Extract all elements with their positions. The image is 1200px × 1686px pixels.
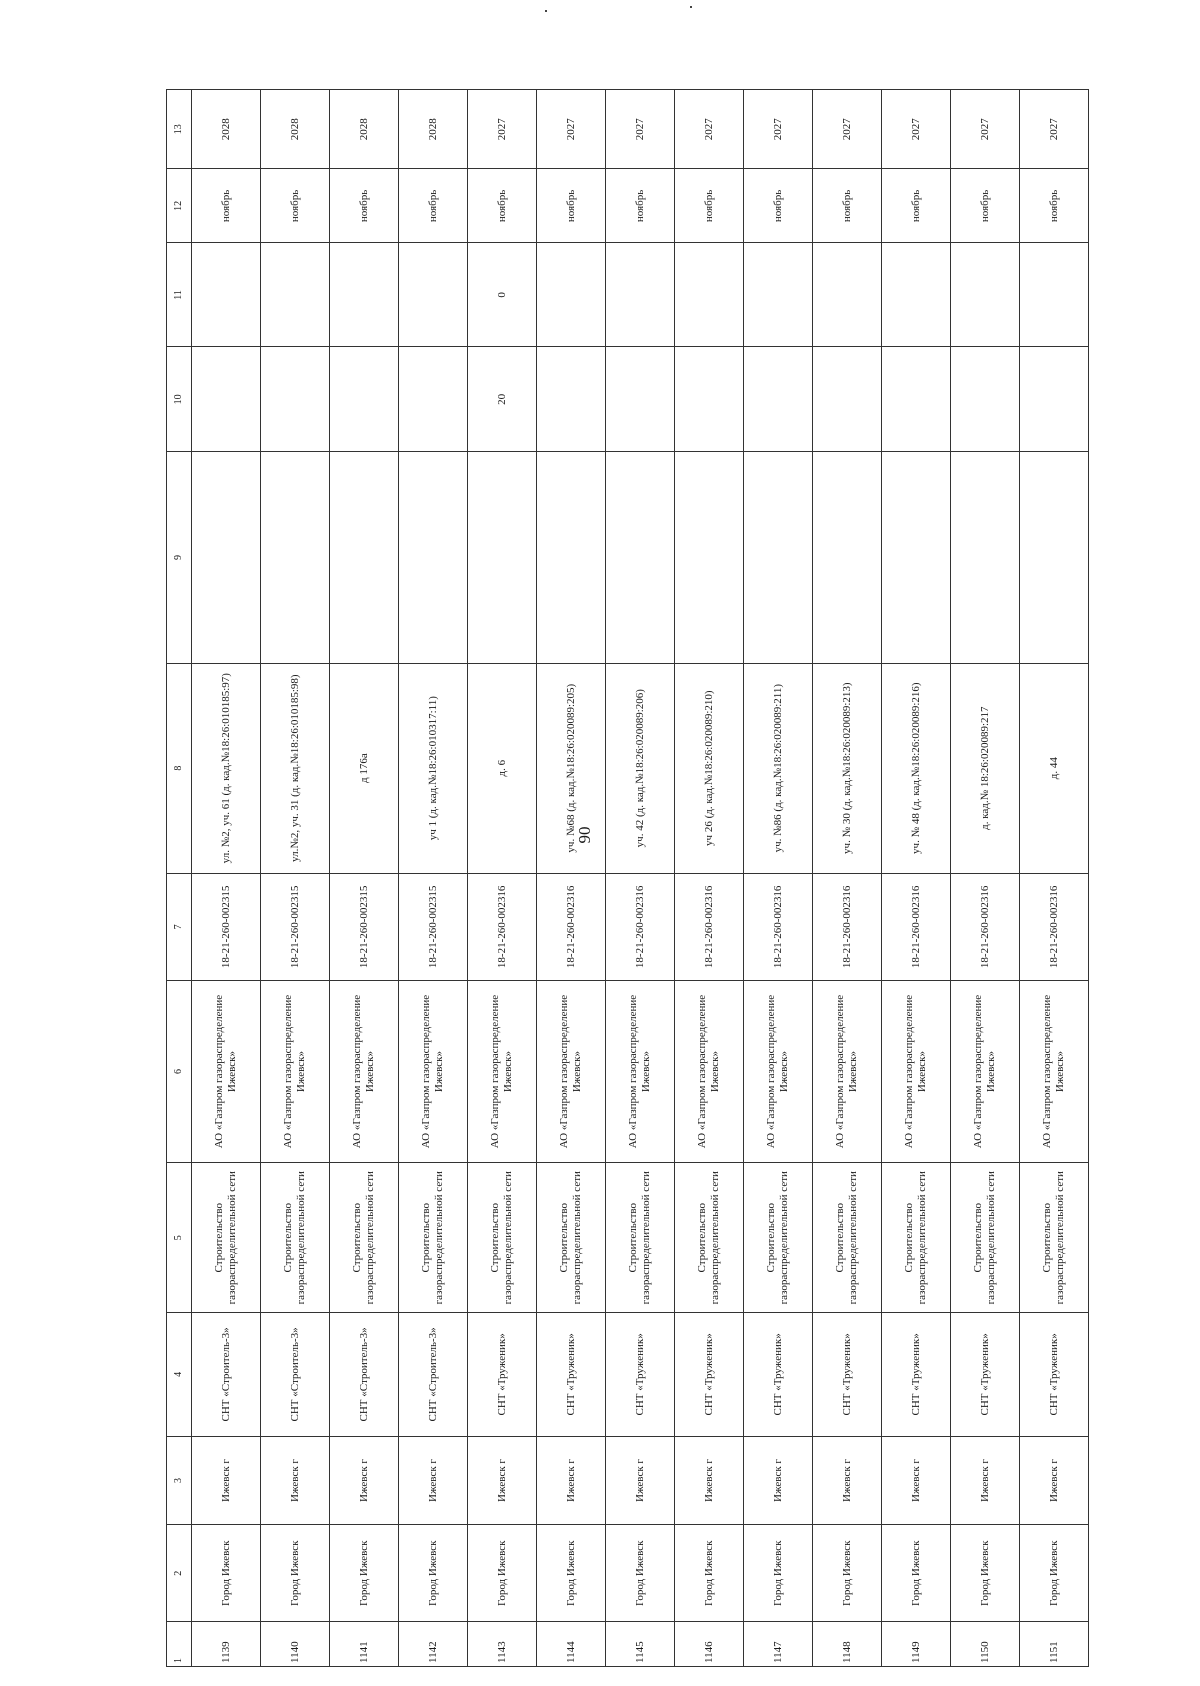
- table-row: [537, 90, 606, 1667]
- address-cell: д. кад.№ 18:26:020089:217: [951, 663, 1020, 873]
- program-number-cell: 18-21-260-002315: [399, 873, 468, 980]
- locality-cell: Ижевск г: [399, 1436, 468, 1525]
- locality-cell: Ижевск г: [330, 1436, 399, 1525]
- column-number: 8: [167, 663, 192, 873]
- municipality-cell: Город Ижевск: [951, 1525, 1020, 1621]
- organization-cell: АО «Газпром газораспределение Ижевск»: [675, 980, 744, 1162]
- locality-cell: Ижевск г: [468, 1436, 537, 1525]
- snt-name-cell: СНТ «Труженик»: [1020, 1313, 1089, 1436]
- program-number-cell: 18-21-260-002316: [813, 873, 882, 980]
- year-cell: 2027: [1020, 90, 1089, 169]
- program-number-cell: 18-21-260-002315: [192, 873, 261, 980]
- cell-col10-cell: 20: [468, 347, 537, 452]
- table-row: [813, 90, 882, 1667]
- cell-col9-cell: [951, 452, 1020, 663]
- work-type-cell: Строительство газораспределительной сети: [399, 1163, 468, 1313]
- cell-col9-cell: [192, 452, 261, 663]
- program-number-cell: 18-21-260-002316: [606, 873, 675, 980]
- year-cell: 2027: [951, 90, 1020, 169]
- cell-col10-cell: [192, 347, 261, 452]
- work-type-cell: Строительство газораспределительной сети: [744, 1163, 813, 1313]
- program-number-cell: 18-21-260-002316: [744, 873, 813, 980]
- column-number: 3: [167, 1436, 192, 1525]
- row-number-cell: 1141: [330, 1621, 399, 1666]
- table-row: [675, 90, 744, 1667]
- municipality-cell: Город Ижевск: [813, 1525, 882, 1621]
- locality-cell: Ижевск г: [537, 1436, 606, 1525]
- address-cell: д. 44: [1020, 663, 1089, 873]
- year-cell: 2028: [192, 90, 261, 169]
- row-number-cell: 1143: [468, 1621, 537, 1666]
- municipality-cell: Город Ижевск: [468, 1525, 537, 1621]
- table-row: [192, 90, 261, 1667]
- snt-name-cell: СНТ «Строитель-3»: [399, 1313, 468, 1436]
- row-number-cell: 1151: [1020, 1621, 1089, 1666]
- table-row: [261, 90, 330, 1667]
- column-number-row: [167, 90, 192, 1667]
- snt-name-cell: СНТ «Строитель-3»: [192, 1313, 261, 1436]
- row-number-cell: 1147: [744, 1621, 813, 1666]
- locality-cell: Ижевск г: [192, 1436, 261, 1525]
- year-cell: 2027: [537, 90, 606, 169]
- cell-col11-cell: [813, 243, 882, 347]
- municipality-cell: Город Ижевск: [744, 1525, 813, 1621]
- column-number: 10: [167, 347, 192, 452]
- month-cell: ноябрь: [951, 169, 1020, 243]
- cell-col9-cell: [675, 452, 744, 663]
- program-number-cell: 18-21-260-002315: [261, 873, 330, 980]
- row-number-cell: 1148: [813, 1621, 882, 1666]
- organization-cell: АО «Газпром газораспределение Ижевск»: [330, 980, 399, 1162]
- cell-col10-cell: [330, 347, 399, 452]
- column-number: 12: [167, 169, 192, 243]
- scan-speck: [545, 10, 547, 12]
- cell-col10-cell: [261, 347, 330, 452]
- cell-col9-cell: [744, 452, 813, 663]
- cell-col9-cell: [261, 452, 330, 663]
- snt-name-cell: СНТ «Труженик»: [951, 1313, 1020, 1436]
- row-number-cell: 1140: [261, 1621, 330, 1666]
- organization-cell: АО «Газпром газораспределение Ижевск»: [192, 980, 261, 1162]
- cell-col9-cell: [1020, 452, 1089, 663]
- month-cell: ноябрь: [261, 169, 330, 243]
- address-cell: уч. 42 (д. кад.№18:26:020089:206): [606, 663, 675, 873]
- month-cell: ноябрь: [606, 169, 675, 243]
- organization-cell: АО «Газпром газораспределение Ижевск»: [1020, 980, 1089, 1162]
- work-type-cell: Строительство газораспределительной сети: [951, 1163, 1020, 1313]
- cell-col9-cell: [399, 452, 468, 663]
- snt-name-cell: СНТ «Труженик»: [813, 1313, 882, 1436]
- snt-name-cell: СНТ «Труженик»: [744, 1313, 813, 1436]
- row-number-cell: 1149: [882, 1621, 951, 1666]
- cell-col10-cell: [882, 347, 951, 452]
- table-row: [330, 90, 399, 1667]
- month-cell: ноябрь: [468, 169, 537, 243]
- locality-cell: Ижевск г: [744, 1436, 813, 1525]
- year-cell: 2028: [399, 90, 468, 169]
- address-cell: уч 1 (д. кад.№18:26:010317:11): [399, 663, 468, 873]
- month-cell: ноябрь: [537, 169, 606, 243]
- organization-cell: АО «Газпром газораспределение Ижевск»: [813, 980, 882, 1162]
- organization-cell: АО «Газпром газораспределение Ижевск»: [882, 980, 951, 1162]
- organization-cell: АО «Газпром газораспределение Ижевск»: [261, 980, 330, 1162]
- program-number-cell: 18-21-260-002315: [330, 873, 399, 980]
- month-cell: ноябрь: [813, 169, 882, 243]
- cell-col11-cell: [675, 243, 744, 347]
- cell-col10-cell: [813, 347, 882, 452]
- page-number: 90: [575, 826, 594, 844]
- cell-col9-cell: [813, 452, 882, 663]
- snt-name-cell: СНТ «Труженик»: [882, 1313, 951, 1436]
- cell-col9-cell: [606, 452, 675, 663]
- table-row: [606, 90, 675, 1667]
- locality-cell: Ижевск г: [813, 1436, 882, 1525]
- address-cell: уч. №68 (д. кад.№18:26:020089:205): [537, 663, 606, 873]
- table-row: [882, 90, 951, 1667]
- address-cell: ул. №2, уч. 61 (д. кад.№18:26:010185:97): [192, 663, 261, 873]
- year-cell: 2027: [813, 90, 882, 169]
- year-cell: 2028: [261, 90, 330, 169]
- work-type-cell: Строительство газораспределительной сети: [606, 1163, 675, 1313]
- column-number: 4: [167, 1313, 192, 1436]
- snt-name-cell: СНТ «Строитель-3»: [330, 1313, 399, 1436]
- cell-col10-cell: [744, 347, 813, 452]
- address-cell: уч. № 30 (д. кад.№18:26:020089:213): [813, 663, 882, 873]
- month-cell: ноябрь: [399, 169, 468, 243]
- cell-col11-cell: [744, 243, 813, 347]
- program-number-cell: 18-21-260-002316: [468, 873, 537, 980]
- work-type-cell: Строительство газораспределительной сети: [1020, 1163, 1089, 1313]
- snt-name-cell: СНТ «Труженик»: [537, 1313, 606, 1436]
- row-number-cell: 1144: [537, 1621, 606, 1666]
- cell-col10-cell: [537, 347, 606, 452]
- municipality-cell: Город Ижевск: [1020, 1525, 1089, 1621]
- municipality-cell: Город Ижевск: [399, 1525, 468, 1621]
- column-number: 9: [167, 452, 192, 663]
- scan-speck: [690, 6, 692, 8]
- month-cell: ноябрь: [192, 169, 261, 243]
- program-number-cell: 18-21-260-002316: [1020, 873, 1089, 980]
- cell-col11-cell: [537, 243, 606, 347]
- cell-col10-cell: [675, 347, 744, 452]
- row-number-cell: 1142: [399, 1621, 468, 1666]
- cell-col11-cell: [330, 243, 399, 347]
- year-cell: 2028: [330, 90, 399, 169]
- snt-name-cell: СНТ «Строитель-3»: [261, 1313, 330, 1436]
- cell-col11-cell: [951, 243, 1020, 347]
- month-cell: ноябрь: [744, 169, 813, 243]
- municipality-cell: Город Ижевск: [675, 1525, 744, 1621]
- table-row: [744, 90, 813, 1667]
- municipality-cell: Город Ижевск: [261, 1525, 330, 1621]
- address-cell: уч 26 (д. кад.№18:26:020089:210): [675, 663, 744, 873]
- column-number: 6: [167, 980, 192, 1162]
- year-cell: 2027: [606, 90, 675, 169]
- snt-name-cell: СНТ «Труженик»: [675, 1313, 744, 1436]
- cell-col9-cell: [537, 452, 606, 663]
- snt-name-cell: СНТ «Труженик»: [606, 1313, 675, 1436]
- year-cell: 2027: [675, 90, 744, 169]
- organization-cell: АО «Газпром газораспределение Ижевск»: [606, 980, 675, 1162]
- locality-cell: Ижевск г: [261, 1436, 330, 1525]
- work-type-cell: Строительство газораспределительной сети: [882, 1163, 951, 1313]
- organization-cell: АО «Газпром газораспределение Ижевск»: [468, 980, 537, 1162]
- month-cell: ноябрь: [1020, 169, 1089, 243]
- organization-cell: АО «Газпром газораспределение Ижевск»: [951, 980, 1020, 1162]
- cell-col11-cell: [882, 243, 951, 347]
- year-cell: 2027: [882, 90, 951, 169]
- address-cell: уч. №86 (д. кад.№18:26:020089:211): [744, 663, 813, 873]
- cell-col9-cell: [468, 452, 537, 663]
- column-number: 1: [167, 1621, 192, 1666]
- address-cell: д. 6: [468, 663, 537, 873]
- municipality-cell: Город Ижевск: [330, 1525, 399, 1621]
- municipality-cell: Город Ижевск: [606, 1525, 675, 1621]
- row-number-cell: 1139: [192, 1621, 261, 1666]
- work-type-cell: Строительство газораспределительной сети: [330, 1163, 399, 1313]
- table-row: [399, 90, 468, 1667]
- municipality-cell: Город Ижевск: [882, 1525, 951, 1621]
- locality-cell: Ижевск г: [951, 1436, 1020, 1525]
- program-number-cell: 18-21-260-002316: [882, 873, 951, 980]
- row-number-cell: 1146: [675, 1621, 744, 1666]
- work-type-cell: Строительство газораспределительной сети: [192, 1163, 261, 1313]
- locality-cell: Ижевск г: [675, 1436, 744, 1525]
- cell-col11-cell: [1020, 243, 1089, 347]
- address-cell: ул.№2, уч. 31 (д. кад.№18:26:010185:98): [261, 663, 330, 873]
- row-number-cell: 1145: [606, 1621, 675, 1666]
- row-number-cell: 1150: [951, 1621, 1020, 1666]
- column-number: 2: [167, 1525, 192, 1621]
- month-cell: ноябрь: [675, 169, 744, 243]
- cell-col10-cell: [399, 347, 468, 452]
- year-cell: 2027: [468, 90, 537, 169]
- municipality-cell: Город Ижевск: [537, 1525, 606, 1621]
- program-number-cell: 18-21-260-002316: [537, 873, 606, 980]
- cell-col11-cell: 0: [468, 243, 537, 347]
- work-type-cell: Строительство газораспределительной сети: [813, 1163, 882, 1313]
- work-type-cell: Строительство газораспределительной сети: [261, 1163, 330, 1313]
- year-cell: 2027: [744, 90, 813, 169]
- address-cell: д 176а: [330, 663, 399, 873]
- address-cell: уч. № 48 (д. кад.№18:26:020089:216): [882, 663, 951, 873]
- locality-cell: Ижевск г: [1020, 1436, 1089, 1525]
- column-number: 13: [167, 90, 192, 169]
- municipality-cell: Город Ижевск: [192, 1525, 261, 1621]
- cell-col10-cell: [606, 347, 675, 452]
- program-number-cell: 18-21-260-002316: [675, 873, 744, 980]
- column-number: 11: [167, 243, 192, 347]
- column-number: 7: [167, 873, 192, 980]
- column-number: 5: [167, 1163, 192, 1313]
- month-cell: ноябрь: [330, 169, 399, 243]
- cell-col9-cell: [330, 452, 399, 663]
- organization-cell: АО «Газпром газораспределение Ижевск»: [537, 980, 606, 1162]
- work-type-cell: Строительство газораспределительной сети: [675, 1163, 744, 1313]
- cell-col10-cell: [951, 347, 1020, 452]
- locality-cell: Ижевск г: [882, 1436, 951, 1525]
- rotated-table-container: [166, 89, 1089, 1667]
- locality-cell: Ижевск г: [606, 1436, 675, 1525]
- cell-col11-cell: [192, 243, 261, 347]
- table-row: [468, 90, 537, 1667]
- cell-col9-cell: [882, 452, 951, 663]
- table-row: [951, 90, 1020, 1667]
- table-row: [1020, 90, 1089, 1667]
- cell-col10-cell: [1020, 347, 1089, 452]
- organization-cell: АО «Газпром газораспределение Ижевск»: [744, 980, 813, 1162]
- snt-name-cell: СНТ «Труженик»: [468, 1313, 537, 1436]
- program-number-cell: 18-21-260-002316: [951, 873, 1020, 980]
- work-type-cell: Строительство газораспределительной сети: [468, 1163, 537, 1313]
- cell-col11-cell: [606, 243, 675, 347]
- gasification-schedule-table: [166, 89, 1089, 1667]
- work-type-cell: Строительство газораспределительной сети: [537, 1163, 606, 1313]
- cell-col11-cell: [261, 243, 330, 347]
- month-cell: ноябрь: [882, 169, 951, 243]
- cell-col11-cell: [399, 243, 468, 347]
- organization-cell: АО «Газпром газораспределение Ижевск»: [399, 980, 468, 1162]
